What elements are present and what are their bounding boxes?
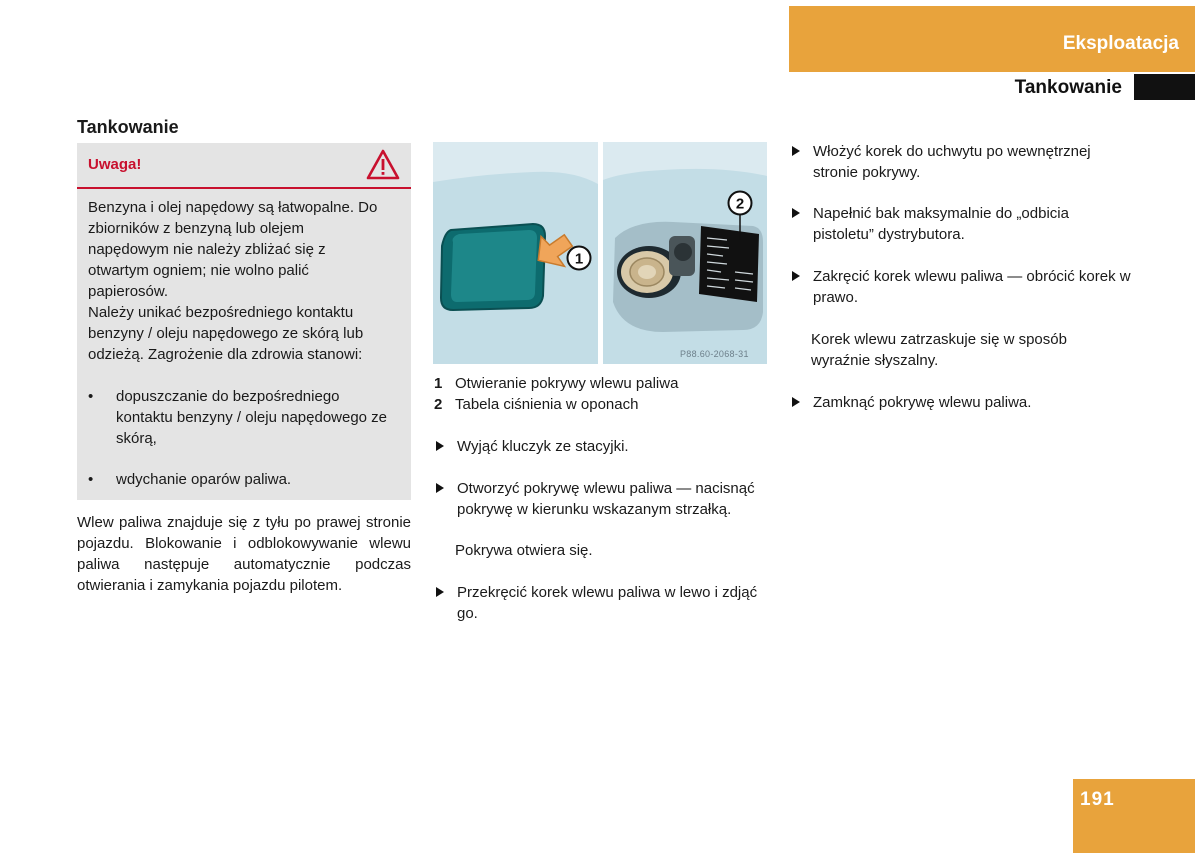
page-number-tab [1073, 779, 1195, 853]
warning-label: Uwaga! [88, 156, 142, 173]
step-text: Otworzyć pokrywę wlewu paliwa — nacisnąć pokrywę w kierunku wskazanym strzałką. [457, 480, 755, 518]
step-text: Wyjąć kluczyk ze stacyjki. [457, 438, 629, 455]
section-marker [1134, 74, 1195, 100]
step-text: Napełnić bak maksymalnie do „odbicia pistoletu” dystrybutora. [813, 205, 1069, 243]
step-result-note: Pokrywa otwiera się. [455, 542, 593, 559]
warning-bullet-text: dopuszczanie do bezpośredniego kontaktu benzyny / oleju napędowego ze skórą, [116, 388, 388, 447]
warning-bullet-text: wdychanie oparów paliwa. [116, 471, 292, 488]
fuel-flap-illustration [433, 142, 598, 364]
warning-box [77, 143, 411, 500]
figure-code: P88.60-2068-31 [680, 349, 749, 359]
step-text: Zakręcić korek wlewu paliwa — obrócić korek w prawo. [813, 268, 1131, 306]
step-arrow-icon [792, 271, 800, 281]
chapter-tab [789, 6, 1195, 72]
step-arrow-icon [436, 587, 444, 597]
step-text: Zamknąć pokrywę wlewu paliwa. [813, 394, 1032, 411]
step-text: Przekręcić korek wlewu paliwa w lewo i zdjąć go. [457, 584, 758, 622]
bullet-icon: • [88, 388, 94, 405]
section-title: Tankowanie [1014, 77, 1122, 98]
caption-text: Tabela ciśnienia w oponach [455, 396, 639, 413]
page-number: 191 [1080, 789, 1115, 810]
caption-number: 2 [434, 396, 443, 413]
callout-1: 1 [574, 250, 584, 268]
page-heading: Tankowanie [77, 117, 179, 137]
caption-text: Otwieranie pokrywy wlewu paliwa [455, 375, 679, 392]
callout-2: 2 [735, 195, 745, 213]
step-arrow-icon [792, 146, 800, 156]
step-arrow-icon [792, 208, 800, 218]
caption-number: 1 [434, 375, 443, 392]
step-text: Włożyć korek do uchwytu po wewnętrznej stronie pokrywy. [813, 143, 1091, 181]
bullet-icon: • [88, 471, 94, 488]
chapter-title: Eksploatacja [1062, 33, 1179, 54]
warning-triangle-icon [366, 149, 400, 181]
step-arrow-icon [436, 441, 444, 451]
step-arrow-icon [792, 397, 800, 407]
step-arrow-icon [436, 483, 444, 493]
intro-paragraph: Wlew paliwa znajduje się z tyłu po prawej stronie pojazdu. Blokowanie i odblokowywanie wlewu paliwa następuje automatycznie podczas otwierania i zamykania pojazdu pilotem. [77, 514, 411, 594]
tire-pressure-label-illustration [603, 142, 767, 364]
warning-paragraph: Należy unikać bezpośredniego kontaktu benzyny / oleju napędowego ze skórą lub odzieżą. Zagrożenie dla zdrowia stanowi: [88, 304, 364, 363]
step-result-note: Korek wlewu zatrzaskuje się w sposób wyraźnie słyszalny. [811, 331, 1067, 369]
warning-divider [77, 187, 411, 189]
warning-paragraph: Benzyna i olej napędowy są łatwopalne. Do zbiorników z benzyną lub olejem napędowym nie należy zbliżać się z otwartym ogniem; nie wolno palić papierosów. [88, 199, 378, 300]
